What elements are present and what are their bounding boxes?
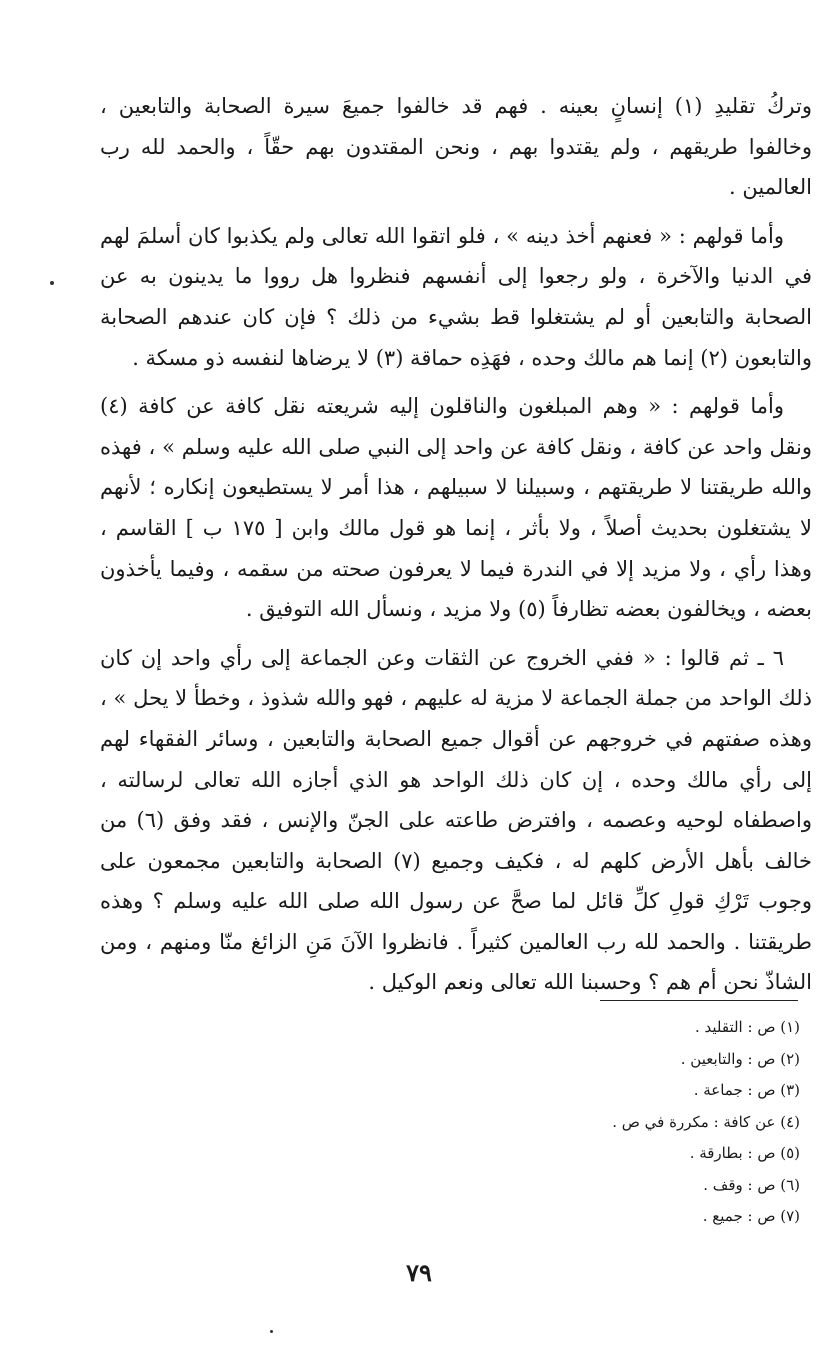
- footnote: (٤) عن كافة : مكررة في ص .: [612, 1112, 800, 1131]
- footnote: (١) ص : التقليد .: [694, 1018, 800, 1036]
- footnote: (٥) ص : بطارقة .: [689, 1144, 800, 1162]
- paragraph: وتركُ تقليدِ (١) إنسانٍ بعينه . فهم قد خالفوا جميعَ سيرة الصحابة والتابعين ، وخالفوا طريقهم ، ولم يقتدوا بهم ، ونحن المقتدون بهم حقّاً ، والحمد لله رب العالمين .: [100, 94, 812, 200]
- paragraph: وأما قولهم : « فعنهم أخذ دينه » ، فلو اتقوا الله تعالى ولم يكذبوا كان أسلمَ لهم في الدنيا والآخرة ، ولو رجعوا إلى أنفسهم فنظروا هل رووا ما يدينون به عن الصحابة والتابعين أو لم يشتغلوا قط بشيء من ذلك ؟ فإن كان عندهم الصحابة والتابعون (٢) إنما هم مالك وحده ، فهَذِه حماقة (٣) لا يرضاها لنفسه ذو مسكة .: [100, 223, 812, 370]
- margin-speck: [50, 281, 54, 285]
- footnote: (٦) ص : وقف .: [703, 1175, 800, 1194]
- paragraph: وأما قولهم : « وهم المبلغون والناقلون إليه شريعته نقل كافة عن كافة (٤) ونقل واحد عن كافة ، ونقل كافة عن واحد إلى النبي صلى الله عليه وسلم » ، فهذه والله طريقتنا لا طريقتهم ، وسبيلنا لا سبيلهم ، هذا أمر لا يستطيعون إنكاره ؛ لأنهم لا يشتغلون بحديث أصلاً ، ولا بأثر ، إنما هو قول مالك وابن [ ١٧٥ ب ] القاسم ، وهذا رأي ، ولا مزيد إلا في الندرة فيما لا يعرفون صحته من سقمه ، وفيما يأخذون بعضه ، ويخالفون بعضه تظارفاً (٥) ولا مزيد ، ونسأل الله التوفيق .: [100, 394, 812, 622]
- footnote: (٧) ص : جميع .: [702, 1207, 800, 1225]
- paragraph: ٦ ـ ثم قالوا : « ففي الخروج عن الثقات وعن الجماعة إلى رأي واحد إن كان ذلك الواحد من جملة الجماعة لا مزية له عليهم ، فهو والله شذوذ ، وخطأ لا يحل » ، وهذه صفتهم في خروجهم عن أقوال جميع الصحابة والتابعين ، وسائر الفقهاء لهم إلى رأي مالك وحده ، إن كان ذلك الواحد هو الذي أجازه الله تعالى لرسالته ، واصطفاه لوحيه وعصمه ، وافترض طاعته على الجنّ والإنس ، فقد وفق (٦) من خالف بأهل الأرض كلهم له ، فكيف وجميع (٧) الصحابة والتابعين مجمعون على وجوب تَرْكِ قولِ كلِّ قائل لما صحَّ عن رسول الله صلى الله عليه وسلم ؟ وهذه طريقتنا . والحمد لله رب العالمين كثيراً . فانظروا الآنَ مَنِ الزائغ منّا ومنهم ، ومن الشاذّ نحن أم هم ؟ وحسبنا الله تعالى ونعم الوكيل .: [100, 645, 812, 995]
- footnote-separator: [600, 1000, 798, 1001]
- margin-speck: [270, 1330, 273, 1333]
- page-number: ٧٩: [406, 1258, 432, 1287]
- footnote: (٢) ص : والتابعين .: [680, 1049, 800, 1068]
- main-text: [100, 86, 812, 1011]
- footnotes: [470, 1012, 800, 1233]
- footnote: (٣) ص : جماعة .: [693, 1081, 800, 1099]
